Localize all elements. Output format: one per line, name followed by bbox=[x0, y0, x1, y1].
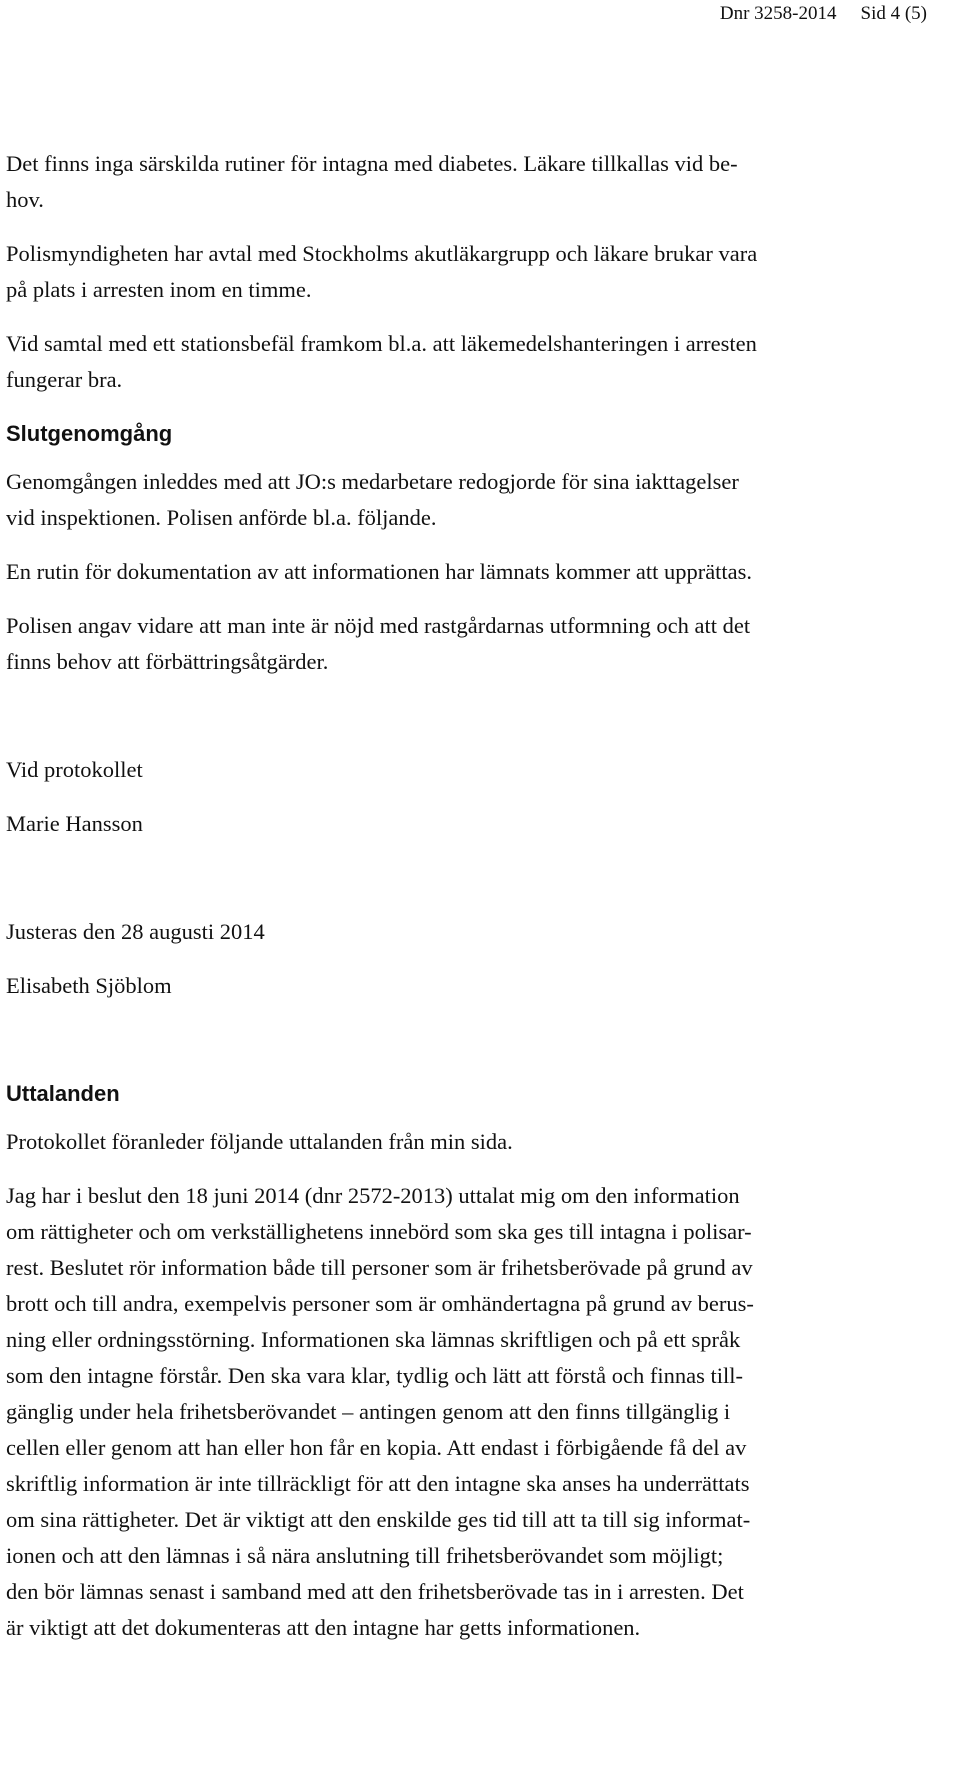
paragraph-doctor-agreement: Polismyndigheten har avtal med Stockholms akutläkargrupp och läkare brukar vara på plats i arresten inom en timme. bbox=[6, 241, 758, 302]
approver-name: Elisabeth Sjöblom bbox=[6, 973, 172, 998]
case-number: Dnr 3258-2014 bbox=[719, 3, 837, 24]
protocol-author: Marie Hansson bbox=[6, 811, 143, 836]
paragraph-diabetes: Det finns inga särskilda rutiner för intagna med diabetes. Läkare tillkallas vid be- hov. bbox=[6, 151, 738, 212]
page-number: Sid 4 (5) bbox=[860, 3, 927, 24]
paragraph-statements-intro: Protokollet föranleder följande uttalanden från min sida. bbox=[6, 1129, 513, 1154]
document-body bbox=[6, 146, 906, 1646]
protocol-label: Vid protokollet bbox=[6, 757, 143, 782]
paragraph-review: Genomgången inleddes med att JO:s medarbetare redogjorde för sina iakttagelser vid inspektionen. Polisen anförde bl.a. följande. bbox=[6, 469, 739, 530]
approval-date: Justeras den 28 augusti 2014 bbox=[6, 919, 265, 944]
heading-uttalanden: Uttalanden bbox=[6, 1081, 120, 1106]
paragraph-routine: En rutin för dokumentation av att informationen har lämnats kommer att upprättas. bbox=[6, 559, 753, 584]
paragraph-medication: Vid samtal med ett stationsbefäl framkom bl.a. att läkemedelshanteringen i arresten fungerar bra. bbox=[6, 331, 757, 392]
paragraph-information-rights: Jag har i beslut den 18 juni 2014 (dnr 2572-2013) uttalat mig om den information om rättigheter och om verkställighetens innebörd som ska ges till intagna i polisar- rest. Beslutet rör information både till personer som är frihetsberövade på grund av brott och till andra, exempelvis personer som är omhändertagna på grund av berus- ning eller ordningsstörning. Informationen ska lämnas skriftligen och på ett språk som den intagne förstår. Den ska vara klar, tydlig och lätt att förstå och finnas till- gänglig under hela frihetsberövandet – antingen genom att den finns tillgänglig i cellen eller genom att han eller hon får en kopia. Att endast i förbigående få del av skriftlig information är inte tillräckligt för att den intagne ska anses ha underrättats om sina rättigheter. Det är viktigt att den enskilde ges tid till att ta till sig informat- ionen och att den lämnas i så nära anslutning till frihetsberövandet som möjligt; den bör lämnas senast i samband med att den frihetsberövade tas in i arresten. Det är viktigt att det dokumenteras att den intagne har getts informationen. bbox=[6, 1183, 754, 1640]
paragraph-yards: Polisen angav vidare att man inte är nöjd med rastgårdarnas utformning och att det finns behov att förbättringsåtgärder. bbox=[6, 613, 751, 674]
page-header bbox=[720, 2, 927, 26]
heading-slutgenomgang: Slutgenomgång bbox=[6, 421, 173, 446]
